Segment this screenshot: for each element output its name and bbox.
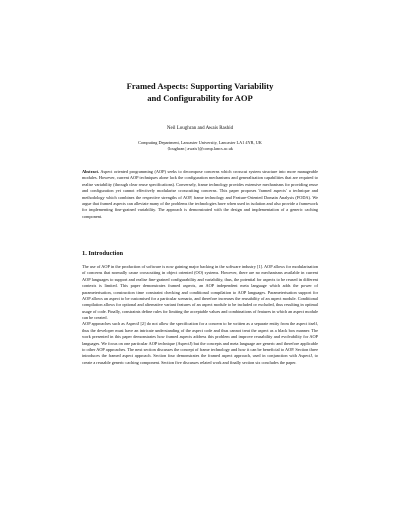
- title-line-1: Framed Aspects: Supporting Variability: [126, 81, 274, 91]
- abstract: [82, 169, 318, 220]
- section-heading: 1. Introduction: [82, 250, 124, 257]
- affiliation: [0, 140, 400, 152]
- paper-title: [0, 80, 400, 104]
- introduction-body: [82, 264, 318, 366]
- paragraph: AOP approaches such as AspectJ [2] do not allow the specification for a concern to be written as a separate entity from the aspect itself, thus the developer must have an intricate understanding of the aspect code and thus cannot treat the aspect as a black box manner. The work presented in this paper demonstrates how framed aspects address this problem and improve reusability and evolvability for AOP languages. We focus on one particular AOP technique (AspectJ) but the concepts and meta language are generic and therefore applicable to other AOP approaches. The next section discusses the concept of frame technology and how it can be beneficial to AOP. Section three introduces the framed aspect approach. Section four demonstrates the framed aspect approach, used in conjunction with AspectJ, to create a reusable generic caching component. Section five discusses related work and finally section six concludes the paper.: [82, 321, 318, 365]
- abstract-label: Abstract.: [82, 169, 100, 174]
- email-line: {loughran | awais}@comp.lancs.ac.uk: [167, 146, 233, 151]
- title-line-2: and Configurability for AOP: [147, 93, 253, 103]
- authors: Neil Loughran and Awais Rashid: [166, 126, 234, 131]
- affiliation-line: Computing Department, Lancaster University, Lancaster LA1 4YR, UK: [138, 140, 262, 145]
- paragraph: The use of AOP in the production of software is now gaining major backing in the software industry [1]. AOP allows for modularisation of concerns that normally cause crosscutting in object oriented (OO) systems. However, there are no mechanisms available in current AOP languages to support and realise fine-grained configurability and variability, thus, the potential for aspects to be reused in different contexts is limited. This paper demonstrates framed aspects, an AOP independent meta language which adds the power of parameterisation, construction time constraint checking and conditional compilation to AOP languages. Parameterisation support for AOP allows an aspect to be customised for a particular scenario, and therefore increases the reusability of an aspect module. Conditional compilation allows for optional and alternative variant features of an aspect module to be included or excluded, thus resulting in optimal usage of code. Finally, constraints define rules for limiting the acceptable values and combinations of features in which an aspect module can be created.: [82, 264, 318, 320]
- abstract-text: Aspect oriented programming (AOP) seeks to decompose concerns which crosscut system structure into more manageable modules. However, current AOP techniques alone lack the configuration mechanisms and generalisation capabilities that are required to realise variability (through clear reuse specifications). Conversely, frame technology provides extensive mechanisms for providing reuse and configuration yet cannot effectively modularise crosscutting concerns. This paper proposes 'framed aspects' a technique and methodology which combines the respective strengths of AOP, frame technology and Feature-Oriented Domain Analysis (FODA). We argue that framed aspects can alleviate many of the problems the technologies have when used in isolation and also provide a framework for implementing fine-grained variability. The approach is demonstrated with the design and implementation of a generic caching component.: [82, 169, 318, 219]
